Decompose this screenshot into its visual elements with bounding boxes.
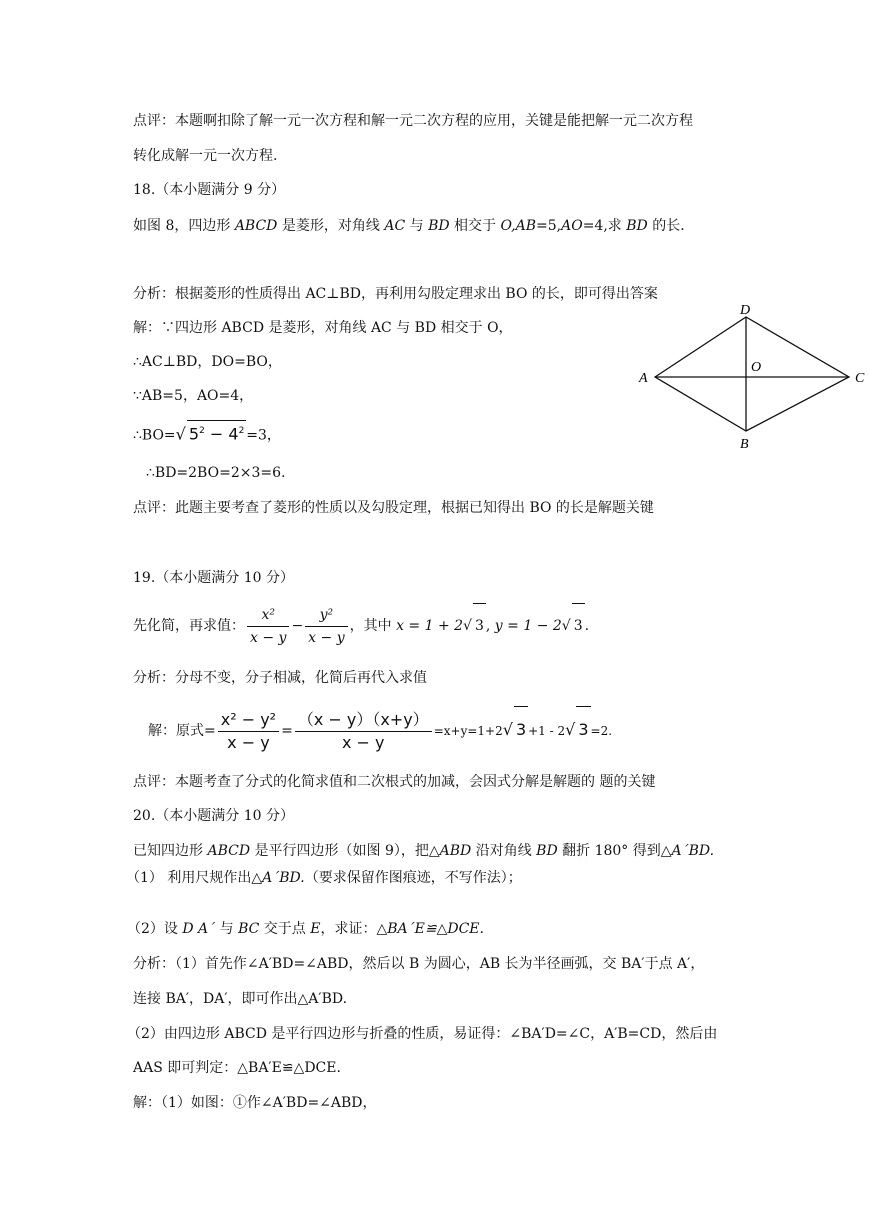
q19-heading: 19.（本小题满分 10 分） — [133, 570, 294, 586]
rhombus-figure — [630, 300, 869, 460]
q20-analysis-line1: 分析：（1）首先作∠A′BD=∠ABD，然后以 B 为圆心，AB 长为半径画弧，交 BA′于点 A′， — [133, 956, 705, 972]
solution-fraction-1: $\frac{\text{x² − y²}}{x - y}$ — [218, 709, 279, 754]
q18-solution-line1: 解：∵四边形 ABCD 是菱形，对角线 AC 与 BD 相交于 O， — [133, 320, 513, 336]
q20-analysis-line4: AAS 即可判定：△BA′E≌△DCE. — [133, 1060, 341, 1076]
label-d: D — [740, 303, 751, 318]
q17-comment-line2: 转化成解一元一次方程. — [133, 148, 278, 164]
q19-solution: 解：原式= $\frac{\text{x² − y²}}{x - y}$ = $\frac{(x - y)(x+y)}{x - y}$ =x+y=1+2√ 3 +1 - 2√ 3 =2. — [148, 706, 612, 754]
sqrt-symbol: √ — [175, 424, 186, 444]
q20-heading: 20.（本小题满分 10 分） — [133, 808, 294, 824]
label-o: O — [751, 360, 762, 375]
q18-solution-line5: ∴BD=2BO=2×3=6. — [146, 465, 286, 481]
fraction-y2: $\frac{\text{y²}}{x - y}$ — [305, 604, 347, 649]
q20-part2: （2）设 D A´ 与 BC 交于点 E，求证：△BA´E≌△DCE. — [127, 921, 484, 937]
solution-fraction-2: $\frac{(x - y)(x+y)}{x - y}$ — [295, 709, 432, 754]
q20-solution-line1: 解：（1）如图：①作∠A′BD=∠ABD， — [133, 1095, 377, 1111]
q17-comment-line1: 点评：本题啊扣除了解一元一次方程和解一元二次方程的应用，关键是能把解一元二次方程 — [133, 113, 693, 129]
q18-heading: 18.（本小题满分 9 分） — [133, 182, 286, 198]
q20-analysis-line3: （2）由四边形 ABCD 是平行四边形与折叠的性质，易证得：∠BA′D=∠C，A′B=CD，然后由 — [127, 1026, 718, 1042]
label-b: B — [740, 437, 749, 452]
label-c: C — [855, 371, 865, 386]
q19-analysis: 分析：分母不变，分子相减，化简后再代入求值 — [133, 670, 427, 686]
q20-problem: 已知四边形 ABCD 是平行四边形（如图 9），把△ABD 沿对角线 BD 翻折 180° 得到△A´BD. — [133, 843, 715, 859]
q18-solution-line2: ∴AC⊥BD，DO=BO， — [133, 354, 282, 370]
q18-problem: 如图 8，四边形 ABCD 是菱形，对角线 AC 与 BD 相交于 O,AB=5,AO=4,求 BD 的长. — [133, 218, 685, 234]
q18-solution-line3: ∵AB=5，AO=4， — [133, 388, 254, 404]
q20-analysis-line2: 连接 BA′，DA′，即可作出△A′BD. — [133, 991, 348, 1007]
q18-comment: 点评：此题主要考查了菱形的性质以及勾股定理，根据已知得出 BO 的长是解题关键 — [133, 500, 654, 516]
radicand: $5^2 - 4^2$ — [187, 420, 246, 444]
q18-solution-line4: ∴BO=√ $5^2 - 4^2 =3$， — [133, 420, 281, 445]
q19-problem: 先化简，再求值： $\frac{\text{x²}}{x - y}$ − $\frac{\text{y²}}{x - y}$ ，其中 x = 1 + 2√ 3 , y = 1 − 2√ 3 . — [133, 603, 589, 649]
q20-part1: （1） 利用尺规作出△A´BD.（要求保留作图痕迹，不写作法）； — [126, 870, 522, 886]
fraction-x2: $\frac{\text{x²}}{x - y}$ — [247, 604, 289, 649]
q19-comment: 点评：本题考查了分式的化简求值和二次根式的加减，会因式分解是解题的 题的关键 — [133, 774, 656, 790]
label-a: A — [639, 371, 648, 386]
q18-analysis: 分析：根据菱形的性质得出 AC⊥BD，再利用勾股定理求出 BO 的长，即可得出答案 — [133, 286, 658, 302]
